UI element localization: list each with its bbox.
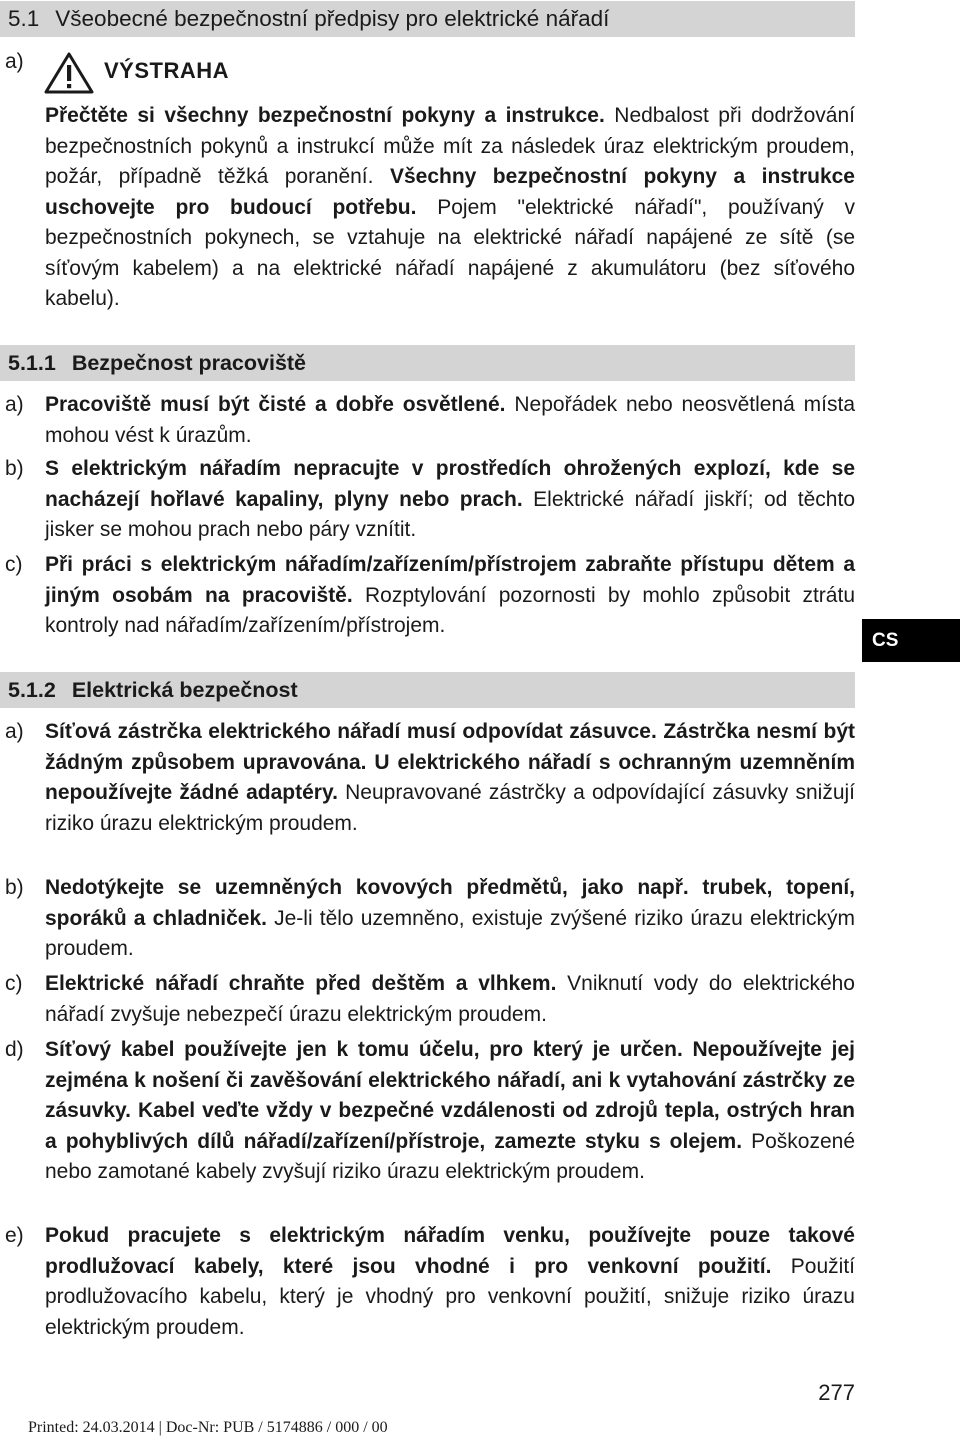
item-body <box>45 1221 855 1343</box>
item-text: Je-li tělo uzemněno, existuje zvýšené riziko úrazu elektrickým proudem. <box>45 906 855 960</box>
section-title: Všeobecné bezpečnostní předpisy pro elektrické nářadí <box>55 6 610 31</box>
section-heading-5-1-1 <box>0 345 855 381</box>
section-heading-5-1 <box>0 1 855 37</box>
item-marker: c) <box>5 553 23 576</box>
item-text: Elektrické nářadí jiskří; od těchto jisker se mohou prach nebo páry vznítit. <box>45 487 855 541</box>
page-number: 277 <box>818 1380 855 1405</box>
item-text: Použití prodlužovacího kabelu, který je vhodný pro venkovní použití, snižuje riziko úrazu elektrickým proudem. <box>45 1254 855 1339</box>
item-text: Poškozené nebo zamotané kabely zvyšují riziko úrazu elektrickým proudem. <box>45 1129 855 1183</box>
section-title: Elektrická bezpečnost <box>71 678 298 702</box>
item-marker: d) <box>5 1038 24 1061</box>
item-bold: Nedotýkejte se uzemněných kovových předmětů, jako např. trubek, topení, sporáků a chladniček. <box>45 876 855 930</box>
language-tab: CS <box>862 619 960 662</box>
item-text: Vniknutí vody do elektrického nářadí zvyšuje nebezpečí úrazu elektrickým proudem. <box>45 972 855 1026</box>
warning-text-2: Pojem "elektrické nářadí", používaný v bezpečnostních pokynech, se vztahuje na elektrické nářadí napájené ze sítě (se síťovým kabelem) a na elektrické nářadí napájené z akumulátoru (bez síťového kabelu). <box>45 195 855 310</box>
item-marker: b) <box>5 457 24 480</box>
warning-bold-1: Přečtěte si všechny bezpečnostní pokyny a instrukce. <box>45 104 605 127</box>
item-body <box>45 1035 855 1188</box>
item-marker: a) <box>5 50 24 73</box>
item-body <box>45 717 855 839</box>
print-footer: Printed: 24.03.2014 | Doc-Nr: PUB / 5174886 / 000 / 00 <box>28 1419 388 1436</box>
warning-triangle-icon <box>44 52 94 94</box>
item-marker: c) <box>5 972 23 995</box>
item-body <box>45 454 855 546</box>
item-marker: a) <box>5 720 24 743</box>
section-number: 5.1.1 <box>8 351 56 375</box>
warning-label: VÝSTRAHA <box>104 58 230 83</box>
warning-bold-2: Všechny bezpečnostní pokyny a instrukce uschovejte pro budoucí potřebu. <box>45 165 855 219</box>
warning-text-1: Nedbalost při dodržování bezpečnostních pokynů a instrukcí může mít za následek úraz elektrickým proudem, požár, případně těžká poranění. <box>45 104 855 188</box>
item-bold: Pracoviště musí být čisté a dobře osvětlené. <box>45 393 506 416</box>
item-body <box>45 390 855 451</box>
section-number: 5.1.2 <box>8 678 56 702</box>
warning-body <box>45 101 855 315</box>
item-marker: e) <box>5 1224 24 1247</box>
item-bold: Síťová zástrčka elektrického nářadí musí odpovídat zásuvce. Zástrčka nesmí být žádným způsobem upravována. U elektrického nářadí s ochranným uzemněním nepoužívejte žádné adaptéry. <box>45 720 855 804</box>
item-body <box>45 873 855 965</box>
item-bold: Při práci s elektrickým nářadím/zařízením/přístrojem zabraňte přístupu dětem a jiným osobám na pracoviště. <box>45 553 855 607</box>
item-bold: Síťový kabel používejte jen k tomu účelu, pro který je určen. Nepoužívejte jej zejména k nošení či zavěšování elektrického nářadí, ani k vytahování zástrčky ze zásuvky. Kabel veďte vždy v bezpečné vzdálenosti od zdrojů tepla, ostrých hran a pohyblivých dílů nářadí/zařízení/přístroje, zamezte styku s olejem. <box>45 1038 855 1153</box>
item-body <box>45 550 855 642</box>
section-number: 5.1 <box>8 6 40 31</box>
section-heading-5-1-2 <box>0 672 855 708</box>
item-text: Rozptylování pozornosti by mohlo způsobit ztrátu kontroly nad nářadím/zařízením/přístrojem. <box>45 583 855 637</box>
item-marker: b) <box>5 876 24 899</box>
section-title: Bezpečnost pracoviště <box>71 351 307 375</box>
item-bold: Elektrické nářadí chraňte před deštěm a vlhkem. <box>45 972 557 995</box>
item-text: Nepořádek nebo neosvětlená místa mohou vést k úrazům. <box>45 393 856 447</box>
item-bold: Pokud pracujete s elektrickým nářadím venku, používejte pouze takové prodlužovací kabely, které jsou vhodné i pro venkovní použití. <box>45 1224 855 1278</box>
item-body <box>45 969 855 1030</box>
item-bold: S elektrickým nářadím nepracujte v prostředích ohrožených explozí, kde se nacházejí hořlavé kapaliny, plyny nebo prach. <box>45 457 855 511</box>
item-text: Neupravované zástrčky a odpovídající zásuvky snižují riziko úrazu elektrickým proudem. <box>45 781 856 835</box>
item-marker: a) <box>5 393 24 416</box>
